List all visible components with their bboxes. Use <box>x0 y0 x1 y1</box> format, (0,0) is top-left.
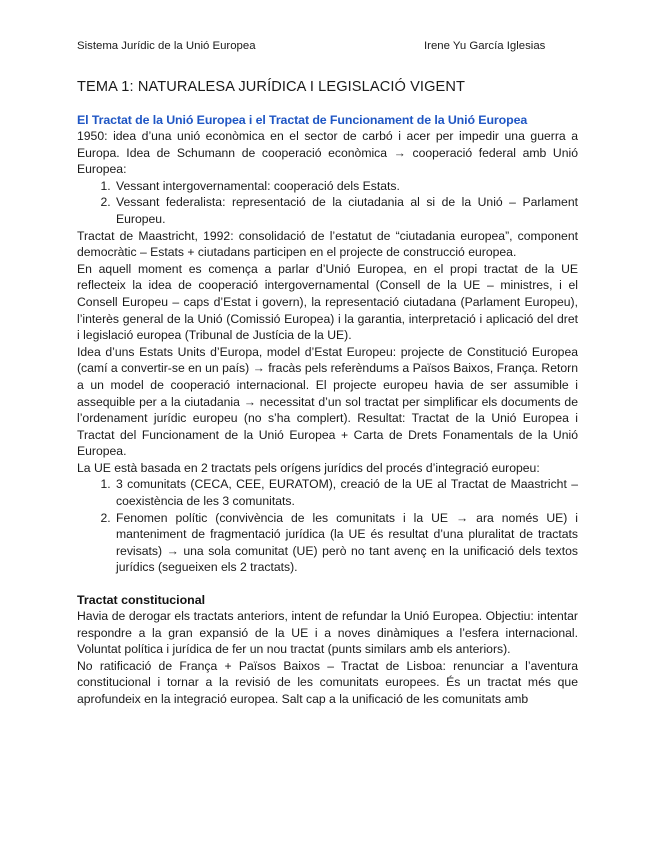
paragraph: No ratificació de França + Països Baixos – Tractat de Lisboa: renunciar a l’aventura constitucional i tornar a la revisió de les comunitats europees. És un tractat més que aprofundeix en la integració europea. Salt cap a la unificació de les comunitats amb <box>77 658 578 706</box>
list-item: 1. Vessant intergovernamental: cooperació dels Estats. <box>114 178 578 195</box>
numbered-list <box>77 178 578 228</box>
paragraph: 1950: idea d’una unió econòmica en el sector de carbó i acer per impedir una guerra a Europa. Idea de Schumann de cooperació econòmica → cooperació federal amb Unió Europea: <box>77 129 578 177</box>
section-heading-treaties: El Tractat de la Unió Europea i el Tractat de Funcionament de la Unió Europea <box>77 113 528 127</box>
list-item: 2. Fenomen polític (convivència de les comunitats i la UE → ara només UE) i manteniment de fragmentació jurídica (la UE és resultat d’una pluralitat de tractats revisats) → una sola comunitat (UE) però no tant avenç en la unificació dels textos jurídics (segueixen els 2 tractats). <box>114 510 578 576</box>
document-title: TEMA 1: NATURALESA JURÍDICA I LEGISLACIÓ VIGENT <box>77 79 466 95</box>
paragraph: Idea d’uns Estats Units d’Europa, model d’Estat Europeu: projecte de Constitució Europea (camí a convertir-se en un país) → fracàs pels referèndums a Països Baixos, França. Retorn a un model de cooperació internacional. El projecte europeu havia de ser assumible i assequible per a la ciutadania → necessitat d’un sol tractat per simplificar els documents de l’ordenament jurídic europeu (no s’ha complert). Resultat: Tractat de la Unió Europea i Tractat del Funcionament de la Unió Europea + Carta de Drets Fonamentals de la Unió Europea. <box>77 344 578 459</box>
paragraph: Havia de derogar els tractats anteriors, intent de refundar la Unió Europea. Objectiu: intentar respondre a la gran expansió de la UE i a noves dinàmiques a l’esfera internacional. Voluntat política i jurídica de fer un nou tractat (punts similars amb els anteriors). <box>77 609 578 657</box>
document-body <box>77 78 578 708</box>
list-item: 2. Vessant federalista: representació de la ciutadania al si de la Unió – Parlament Europeu. <box>114 194 578 227</box>
header-author: Irene Yu García Iglesias <box>424 40 546 52</box>
header-course-title: Sistema Jurídic de la Unió Europea <box>77 40 256 52</box>
section-heading-constitutional-treaty: Tractat constitucional <box>77 593 206 608</box>
paragraph: La UE està basada en 2 tractats pels orígens jurídics del procés d’integració europeu: <box>77 460 540 475</box>
paragraph: Tractat de Maastricht, 1992: consolidació de l’estatut de “ciutadania europea”, component democràtic – Estats + ciutadans participen en el projecte de construcció europea. <box>77 228 578 260</box>
paragraph: En aquell moment es comença a parlar d’Unió Europea, en el propi tractat de la UE reflecteix la idea de cooperació intergovernamental (Consell de la UE – ministres, i el Consell Europeu – caps d’Estat i govern), la representació ciutadana (Parlament Europeu), l’interès general de la Unió (Comissió Europea) i la garantia, interpretació i aplicació del dret i legislació europea (Tribunal de Justícia de la UE). <box>77 261 578 343</box>
list-item: 1. 3 comunitats (CECA, CEE, EURATOM), creació de la UE al Tractat de Maastricht – coexistència de les 3 comunitats. <box>114 476 578 509</box>
numbered-list <box>77 476 578 576</box>
